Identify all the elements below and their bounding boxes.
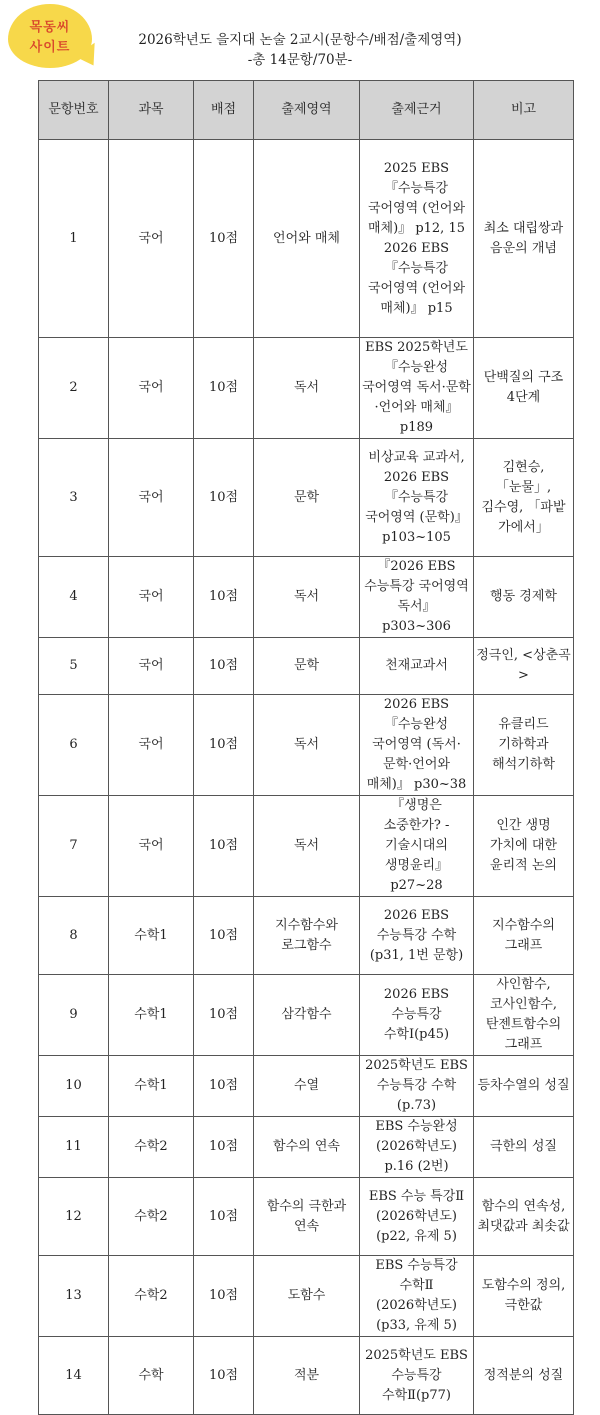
table-header-row [39,81,574,140]
cell-subject: 수학1 [109,897,194,975]
cell-subject: 국어 [109,638,194,695]
table-row [39,1337,574,1415]
cell-subject: 국어 [109,695,194,796]
cell-subject: 국어 [109,338,194,439]
cell-note: 최소 대립쌍과 음운의 개념 [474,140,574,338]
exam-table [38,80,574,1415]
cell-no: 13 [39,1256,109,1337]
cell-note: 정극인, <상춘곡> [474,638,574,695]
cell-subject: 수학 [109,1337,194,1415]
cell-no: 7 [39,796,109,897]
cell-points: 10점 [194,638,254,695]
cell-no: 12 [39,1178,109,1256]
cell-area: 독서 [254,338,360,439]
cell-basis: EBS 수능 특강Ⅱ (2026학년도) (p22, 유제 5) [360,1178,474,1256]
cell-points: 10점 [194,1056,254,1117]
table-row [39,695,574,796]
cell-points: 10점 [194,1117,254,1178]
cell-area: 독서 [254,557,360,638]
cell-subject: 국어 [109,796,194,897]
table-row [39,796,574,897]
cell-points: 10점 [194,897,254,975]
table-row [39,338,574,439]
cell-note: 김현승, 「눈물」, 김수영, 「파밭 가에서」 [474,439,574,557]
cell-points: 10점 [194,338,254,439]
cell-note: 단백질의 구조 4단계 [474,338,574,439]
cell-basis: 2026 EBS 수능특강 수학(p31, 1번 문항) [360,897,474,975]
cell-points: 10점 [194,1178,254,1256]
table-row [39,1178,574,1256]
cell-area: 삼각함수 [254,975,360,1056]
cell-points: 10점 [194,695,254,796]
cell-note: 유클리드 기하학과 해석기하학 [474,695,574,796]
cell-subject: 국어 [109,439,194,557]
cell-basis: 『생명은 소중한가? - 기술시대의 생명윤리』 p27~28 [360,796,474,897]
cell-points: 10점 [194,557,254,638]
table-row [39,1256,574,1337]
page-title: 2026학년도 을지대 논술 2교시(문항수/배점/출제영역) [138,32,462,48]
column-header-basis: 출제근거 [360,81,474,140]
table-row [39,140,574,338]
cell-basis: 비상교육 교과서, 2026 EBS 『수능특강 국어영역 (문학)』 p103~105 [360,439,474,557]
cell-basis: 2026 EBS 『수능완성 국어영역 (독서·문학·언어와 매체)』 p30~38 [360,695,474,796]
cell-basis: 2025학년도 EBS 수능특강 수학(p.73) [360,1056,474,1117]
page-subtitle: -총 14문항/70분- [247,52,353,68]
cell-no: 6 [39,695,109,796]
cell-no: 8 [39,897,109,975]
cell-points: 10점 [194,796,254,897]
cell-basis: 천재교과서 [360,638,474,695]
cell-points: 10점 [194,1337,254,1415]
cell-area: 적분 [254,1337,360,1415]
cell-subject: 수학2 [109,1178,194,1256]
column-header-area: 출제영역 [254,81,360,140]
cell-area: 언어와 매체 [254,140,360,338]
cell-basis: 2026 EBS 수능특강 수학Ⅰ(p45) [360,975,474,1056]
column-header-subject: 과목 [109,81,194,140]
cell-subject: 수학1 [109,975,194,1056]
cell-subject: 수학1 [109,1056,194,1117]
cell-points: 10점 [194,1256,254,1337]
cell-no: 11 [39,1117,109,1178]
cell-basis: 2025 EBS 『수능특강 국어영역 (언어와 매체)』 p12, 15 2026 EBS 『수능특강 국어영역 (언어와 매체)』 p15 [360,140,474,338]
cell-no: 3 [39,439,109,557]
cell-no: 14 [39,1337,109,1415]
logo-text-line1: 목동씨 [29,20,71,35]
cell-note: 지수함수의 그래프 [474,897,574,975]
cell-area: 독서 [254,695,360,796]
table-row [39,1056,574,1117]
cell-no: 1 [39,140,109,338]
cell-points: 10점 [194,439,254,557]
cell-note: 극한의 성질 [474,1117,574,1178]
cell-no: 5 [39,638,109,695]
cell-note: 도함수의 정의, 극한값 [474,1256,574,1337]
cell-points: 10점 [194,975,254,1056]
cell-area: 문학 [254,638,360,695]
cell-note: 사인함수, 코사인함수, 탄젠트함수의 그래프 [474,975,574,1056]
table-row [39,975,574,1056]
cell-no: 10 [39,1056,109,1117]
cell-no: 2 [39,338,109,439]
cell-basis: 2025학년도 EBS 수능특강 수학Ⅱ(p77) [360,1337,474,1415]
cell-note: 인간 생명 가치에 대한 윤리적 논의 [474,796,574,897]
column-header-note: 비고 [474,81,574,140]
table-row [39,897,574,975]
table-row [39,557,574,638]
column-header-no: 문항번호 [39,81,109,140]
cell-basis: EBS 2025학년도 『수능완성 국어영역 독서·문학·언어와 매체』 p189 [360,338,474,439]
table-row [39,1117,574,1178]
cell-subject: 수학2 [109,1117,194,1178]
cell-note: 정적분의 성질 [474,1337,574,1415]
cell-subject: 국어 [109,140,194,338]
cell-subject: 수학2 [109,1256,194,1337]
column-header-points: 배점 [194,81,254,140]
cell-points: 10점 [194,140,254,338]
cell-no: 9 [39,975,109,1056]
table-row [39,638,574,695]
cell-basis: EBS 수능특강 수학Ⅱ (2026학년도) (p33, 유제 5) [360,1256,474,1337]
cell-note: 등차수열의 성질 [474,1056,574,1117]
table-row [39,439,574,557]
cell-area: 지수함수와 로그함수 [254,897,360,975]
cell-basis: EBS 수능완성(2026학년도) p.16 (2번) [360,1117,474,1178]
cell-note: 함수의 연속성, 최댓값과 최솟값 [474,1178,574,1256]
cell-area: 독서 [254,796,360,897]
cell-area: 도함수 [254,1256,360,1337]
cell-area: 수열 [254,1056,360,1117]
cell-area: 문학 [254,439,360,557]
cell-subject: 국어 [109,557,194,638]
logo-text-line2: 사이트 [29,40,71,55]
cell-basis: 『2026 EBS 수능특강 국어영역 독서』 p303~306 [360,557,474,638]
cell-area: 함수의 극한과 연속 [254,1178,360,1256]
cell-no: 4 [39,557,109,638]
cell-area: 함수의 연속 [254,1117,360,1178]
cell-note: 행동 경제학 [474,557,574,638]
